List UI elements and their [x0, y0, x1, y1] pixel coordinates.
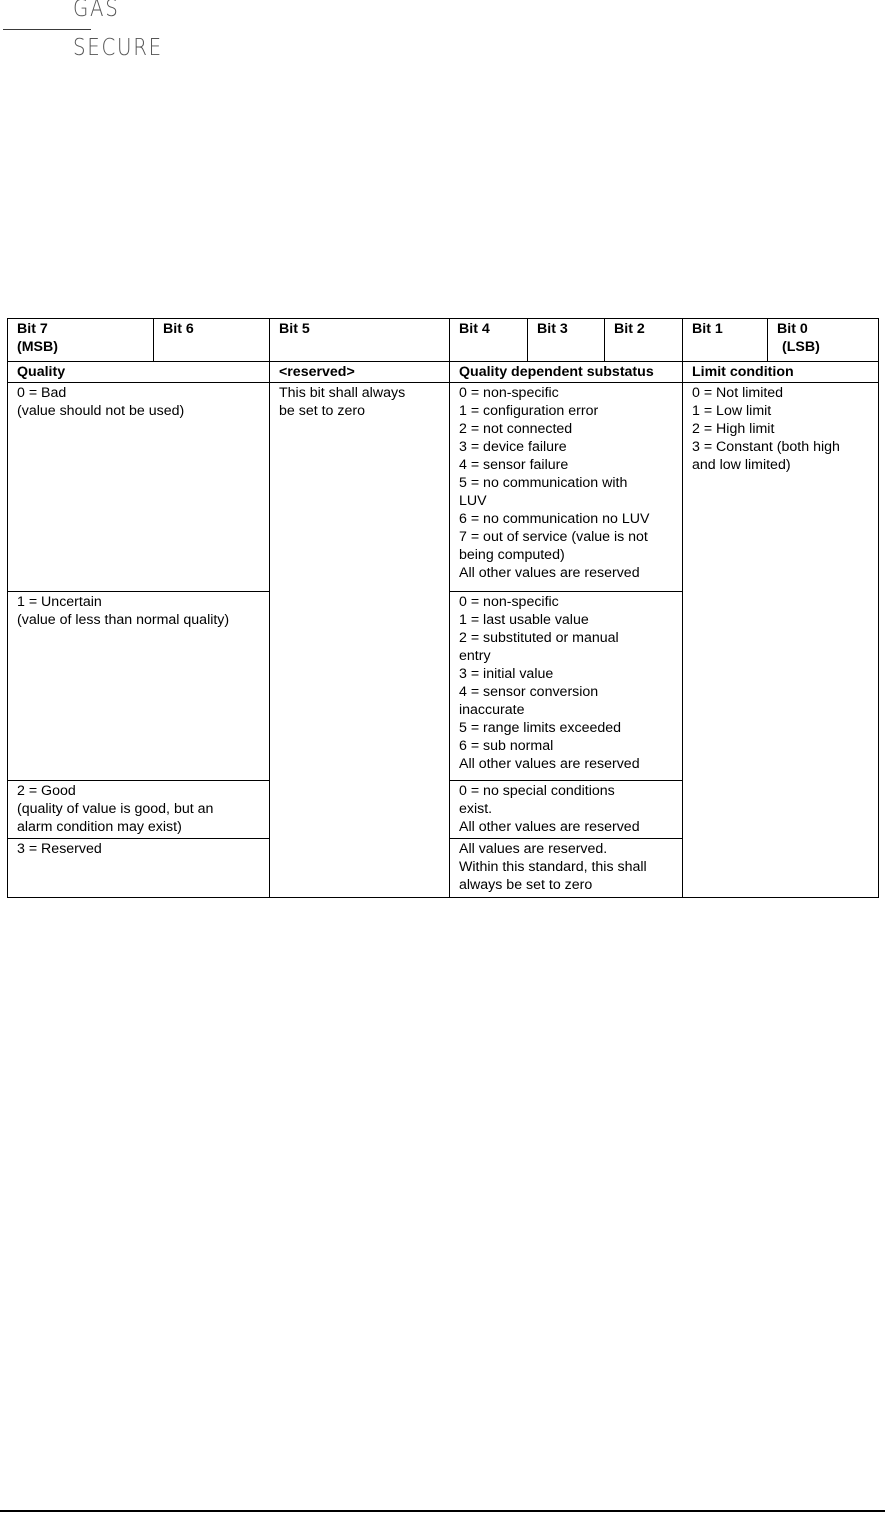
- quality-good-cell: 2 = Good (quality of value is good, but an alarm condition may exist): [8, 781, 270, 839]
- bit-number-row: [8, 319, 879, 362]
- bit0-cell: Bit 0 (LSB): [768, 319, 879, 362]
- substatus-reserved-cell: All values are reserved. Within this standard, this shall always be set to zero: [450, 839, 683, 898]
- bit1-cell: Bit 1: [683, 319, 768, 362]
- bit4-cell: Bit 4: [450, 319, 528, 362]
- logo-text-gas: GAS: [73, 0, 120, 22]
- bit3-cell: Bit 3: [528, 319, 605, 362]
- substatus-bad-cell: 0 = non-specific 1 = configuration error 2 = not connected 3 = device failure 4 = sensor failure 5 = no communication with LUV 6 = no communication no LUV 7 = out of service (value is not being computed) All other values are reserved: [450, 383, 683, 592]
- bit5-cell: Bit 5: [270, 319, 450, 362]
- quality-header: Quality: [8, 362, 270, 383]
- quality-bad-row: [8, 383, 879, 592]
- quality-bad-cell: 0 = Bad (value should not be used): [8, 383, 270, 592]
- bit6-cell: Bit 6: [154, 319, 270, 362]
- reserved-header: <reserved>: [270, 362, 450, 383]
- substatus-header: Quality dependent substatus: [450, 362, 683, 383]
- limit-condition-cell: 0 = Not limited 1 = Low limit 2 = High limit 3 = Constant (both high and low limited): [683, 383, 879, 898]
- status-byte-table: [7, 318, 879, 898]
- substatus-uncertain-cell: 0 = non-specific 1 = last usable value 2 = substituted or manual entry 3 = initial value 4 = sensor conversion inaccurate 5 = range limits exceeded 6 = sub normal All other values are reserved: [450, 592, 683, 781]
- logo-text-secure: SECURE: [73, 35, 163, 61]
- quality-reserved-cell: 3 = Reserved: [8, 839, 270, 898]
- page-bottom-rule: [0, 1510, 885, 1512]
- substatus-good-cell: 0 = no special conditions exist. All other values are reserved: [450, 781, 683, 839]
- quality-uncertain-cell: 1 = Uncertain (value of less than normal quality): [8, 592, 270, 781]
- limit-header: Limit condition: [683, 362, 879, 383]
- logo-rule: [3, 29, 91, 30]
- reserved-bit-cell: This bit shall always be set to zero: [270, 383, 450, 898]
- gassecure-logo: [0, 0, 200, 70]
- field-header-row: [8, 362, 879, 383]
- bit2-cell: Bit 2: [605, 319, 683, 362]
- bit7-cell: Bit 7 (MSB): [8, 319, 154, 362]
